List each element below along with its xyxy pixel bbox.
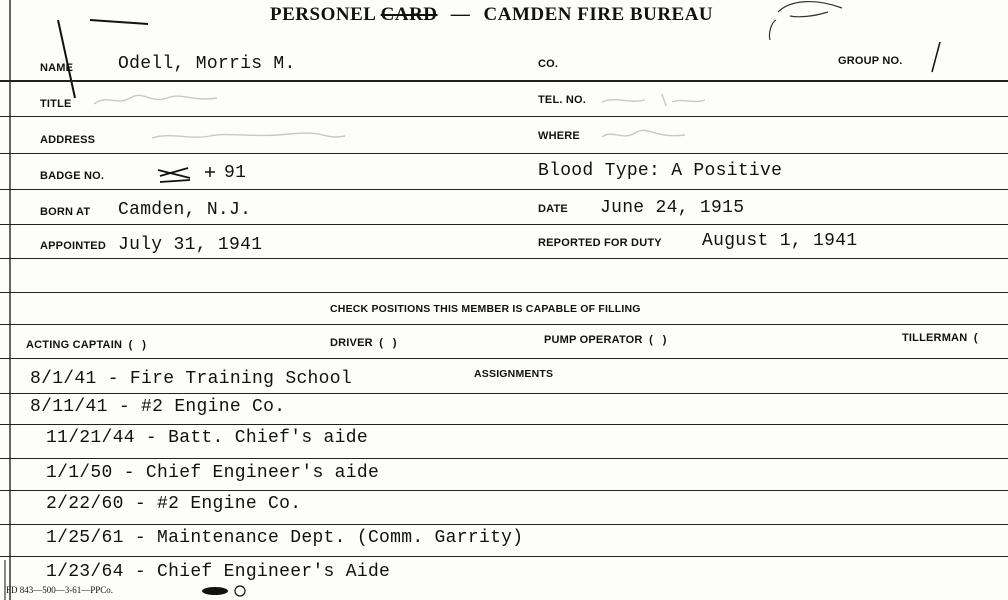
title-word-fire-bureau: FIRE BUREAU	[577, 4, 714, 25]
label-co: CO.	[538, 58, 559, 70]
rule-assign-6	[0, 556, 1008, 557]
rule-badge	[0, 189, 1008, 190]
assignment-item: 1/25/61 - Maintenance Dept. (Comm. Garrity)	[46, 528, 524, 548]
value-name: Odell, Morris M.	[118, 54, 296, 74]
title-dash: —	[450, 4, 471, 25]
faded-where-value	[600, 127, 690, 146]
value-appointed: July 31, 1941	[118, 235, 263, 255]
value-born-at: Camden, N.J.	[118, 200, 252, 220]
rule-born	[0, 224, 1008, 225]
assignment-item: 8/11/41 - #2 Engine Co.	[30, 397, 286, 417]
label-badge-no: BADGE NO.	[40, 170, 105, 182]
rule-assign-4	[0, 490, 1008, 491]
label-check-positions: CHECK POSITIONS THIS MEMBER IS CAPABLE OF FILLING	[330, 303, 641, 315]
rule-name	[0, 80, 1008, 82]
title-word-camden: CAMDEN	[483, 4, 573, 25]
card-title	[270, 4, 713, 26]
label-date: DATE	[538, 203, 568, 215]
label-title: TITLE	[40, 98, 72, 110]
rule-assign-5	[0, 524, 1008, 525]
rule-assign-1	[0, 393, 1008, 394]
rule-address	[0, 153, 1008, 154]
faded-address-value	[150, 128, 350, 147]
label-assignments: ASSIGNMENTS	[474, 368, 554, 380]
rule-assign-3	[0, 458, 1008, 459]
rule-blank	[0, 292, 1008, 293]
label-reported-for-duty: REPORTED FOR DUTY	[538, 237, 662, 249]
value-date: June 24, 1915	[600, 198, 745, 218]
assignment-item: 8/1/41 - Fire Training School	[30, 369, 352, 389]
assignment-item: 1/23/64 - Chief Engineer's Aide	[46, 562, 391, 582]
label-pump-operator: PUMP OPERATOR ( )	[544, 334, 667, 346]
rule-title	[0, 116, 1008, 117]
rule-appointed	[0, 258, 1008, 259]
faded-title-value	[92, 92, 222, 111]
rule-positions-row	[0, 358, 1008, 359]
form-footer: FD 843—500—3-61—PPCo.	[6, 585, 114, 595]
label-tillerman: TILLERMAN (	[902, 332, 978, 344]
label-appointed: APPOINTED	[40, 240, 106, 252]
rule-positions	[0, 324, 1008, 325]
rule-assign-2	[0, 424, 1008, 425]
value-blood-type: Blood Type: A Positive	[538, 161, 783, 181]
assignment-item: 2/22/60 - #2 Engine Co.	[46, 494, 302, 514]
label-acting-captain: ACTING CAPTAIN ( )	[26, 339, 147, 351]
label-name: NAME	[40, 62, 74, 74]
value-reported-for-duty: August 1, 1941	[702, 231, 858, 251]
title-word-personnel-start: PERSO	[270, 4, 336, 25]
label-born-at: BORN AT	[40, 206, 91, 218]
label-where: WHERE	[538, 130, 580, 142]
title-word-card: CARD	[380, 4, 438, 25]
label-tel-no: TEL. NO.	[538, 94, 587, 106]
title-word-nel: NEL	[335, 4, 376, 25]
label-group-no: GROUP NO.	[838, 55, 903, 67]
label-address: ADDRESS	[40, 134, 96, 146]
label-driver: DRIVER ( )	[330, 337, 397, 349]
value-badge-no: 91	[224, 163, 247, 183]
faded-tel-value	[600, 92, 710, 111]
assignment-item: 1/1/50 - Chief Engineer's aide	[46, 463, 380, 483]
assignment-item: 11/21/44 - Batt. Chief's aide	[46, 428, 368, 448]
